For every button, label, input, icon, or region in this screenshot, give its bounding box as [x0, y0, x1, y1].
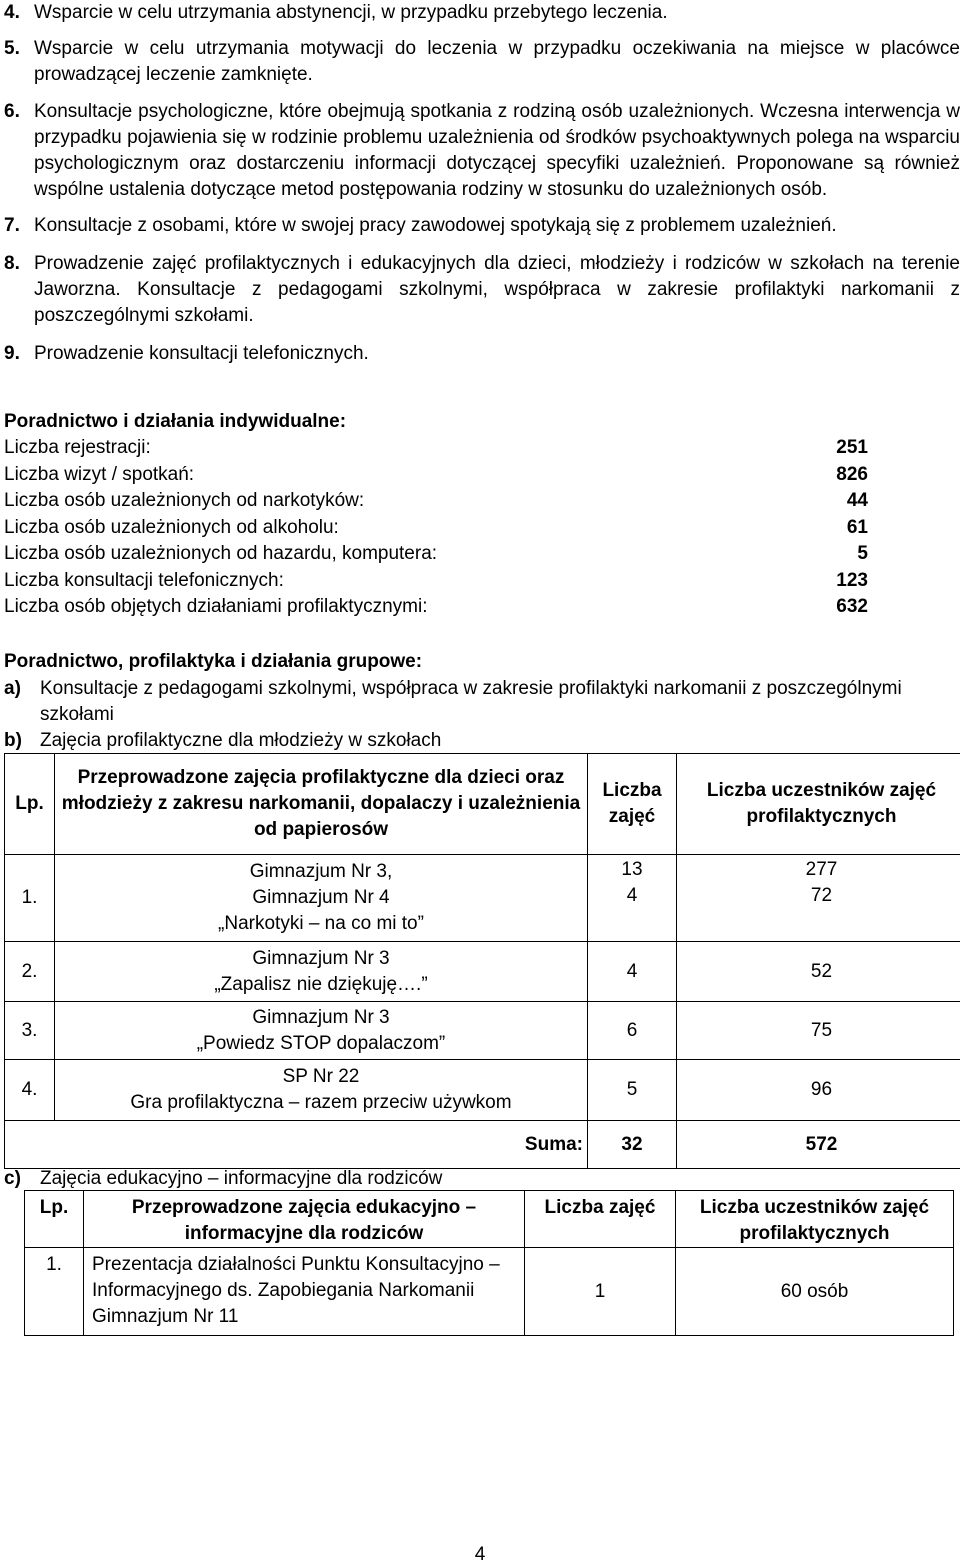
list-item: [4, 36, 960, 88]
title-line: Gra profilaktyczna – razem przeciw używkom: [55, 1090, 587, 1116]
stat-row: [4, 541, 960, 568]
title-line: „Powiedz STOP dopalaczom”: [55, 1031, 587, 1057]
stat-value: 826: [836, 462, 868, 488]
item-number: 4.: [4, 0, 20, 26]
stat-label: Liczba osób uzależnionych od narkotyków:: [4, 490, 364, 511]
cell-lp: 4.: [5, 1060, 55, 1121]
item-number: 9.: [4, 341, 20, 367]
title-line: Gimnazjum Nr 3: [55, 1005, 587, 1031]
stat-label: Liczba rejestracji:: [4, 437, 151, 458]
title-line: Gimnazjum Nr 4: [55, 885, 587, 911]
group-section: [4, 649, 960, 754]
cell-title: [55, 855, 588, 942]
sub-item-c: [4, 1166, 960, 1192]
table-row: [5, 1060, 960, 1121]
participants-value: 277: [677, 857, 960, 883]
table-header-row: [25, 1191, 954, 1248]
header-count: Liczba zajęć: [525, 1191, 676, 1248]
table-row: [5, 855, 960, 942]
count-value: 4: [588, 883, 676, 909]
table-header-row: [5, 754, 960, 855]
cell-lp: 2.: [5, 942, 55, 1002]
cell-participants: 75: [677, 1002, 960, 1060]
title-line: „Zapalisz nie dziękuję….”: [55, 972, 587, 998]
cell-count: 5: [588, 1060, 677, 1121]
title-line: Gimnazjum Nr 3,: [55, 859, 587, 885]
numbered-list: [4, 0, 960, 367]
title-line: „Narkotyki – na co mi to”: [55, 911, 587, 937]
cell-lp: 1.: [25, 1248, 84, 1336]
sum-label: Suma:: [55, 1121, 588, 1169]
list-item: [4, 99, 960, 203]
stat-row: [4, 435, 960, 462]
header-participants: Liczba uczestników zajęć profilaktycznych: [676, 1191, 954, 1248]
list-item: [4, 341, 960, 367]
list-item: [4, 251, 960, 329]
sub-text: Zajęcia edukacyjno – informacyjne dla rodziców: [40, 1168, 442, 1189]
title-line: SP Nr 22: [55, 1064, 587, 1090]
header-lp: Lp.: [25, 1191, 84, 1248]
sub-letter: c): [4, 1166, 21, 1192]
item-number: 6.: [4, 99, 20, 125]
table-parents: [24, 1190, 954, 1336]
header-title: Przeprowadzone zajęcia edukacyjno – informacyjne dla rodziców: [84, 1191, 525, 1248]
item-text: Prowadzenie konsultacji telefonicznych.: [34, 343, 369, 364]
stat-value: 251: [836, 435, 868, 461]
header-lp: Lp.: [5, 754, 55, 855]
stat-value: 632: [836, 594, 868, 620]
stat-label: Liczba osób uzależnionych od alkoholu:: [4, 517, 339, 538]
cell-empty: [5, 1121, 55, 1169]
stat-row: [4, 488, 960, 515]
sub-item-b: [4, 728, 960, 754]
header-participants: Liczba uczestników zajęć profilaktycznych: [677, 754, 960, 855]
sub-letter: b): [4, 728, 22, 754]
cell-count: 6: [588, 1002, 677, 1060]
item-number: 5.: [4, 36, 20, 62]
stat-label: Liczba konsultacji telefonicznych:: [4, 570, 284, 591]
cell-participants: 96: [677, 1060, 960, 1121]
stat-value: 123: [836, 568, 868, 594]
table-row: [5, 1002, 960, 1060]
cell-participants: 60 osób: [676, 1248, 954, 1336]
sub-letter: a): [4, 676, 21, 702]
table-sum-row: [5, 1121, 960, 1169]
sum-count: 32: [588, 1121, 677, 1169]
section-heading: Poradnictwo i działania indywidualne:: [4, 409, 960, 435]
stat-row: [4, 462, 960, 489]
cell-title: [55, 1060, 588, 1121]
page-number: 4: [0, 1542, 960, 1568]
item-number: 7.: [4, 213, 20, 239]
stat-label: Liczba osób objętych działaniami profilaktycznymi:: [4, 596, 427, 617]
table-workshops: [4, 753, 960, 1169]
cell-participants: [677, 855, 960, 942]
sub-text: Konsultacje z pedagogami szkolnymi, współpraca w zakresie profilaktyki narkomanii z poszczególnymi szkołami: [40, 678, 902, 725]
item-text: Konsultacje z osobami, które w swojej pracy zawodowej spotykają się z problemem uzależnień.: [34, 215, 837, 236]
cell-title: [55, 1002, 588, 1060]
list-item: [4, 0, 960, 26]
cell-lp: 3.: [5, 1002, 55, 1060]
stat-row: [4, 515, 960, 542]
cell-title: [55, 942, 588, 1002]
sub-item-a: [4, 676, 960, 728]
stat-value: 61: [847, 515, 868, 541]
cell-count: [588, 855, 677, 942]
item-number: 8.: [4, 251, 20, 277]
header-count: Liczba zajęć: [588, 754, 677, 855]
item-text: Wsparcie w celu utrzymania motywacji do leczenia w przypadku oczekiwania na miejsce w placówce prowadzącej leczenie zamknięte.: [34, 38, 960, 85]
cell-lp: 1.: [5, 855, 55, 942]
table-row: [25, 1248, 954, 1336]
cell-title: Prezentacja działalności Punktu Konsultacyjno – Informacyjnego ds. Zapobiegania Narkomanii Gimnazjum Nr 11: [84, 1248, 525, 1336]
item-text: Prowadzenie zajęć profilaktycznych i edukacyjnych dla dzieci, młodzieży i rodziców w szkołach na terenie Jaworzna. Konsultacje z pedagogami szkolnymi, współpraca w zakresie profilaktyki narkomanii z poszczególnymi szkołami.: [34, 253, 960, 326]
sub-text: Zajęcia profilaktyczne dla młodzieży w szkołach: [40, 730, 441, 751]
table-row: [5, 942, 960, 1002]
title-line: Gimnazjum Nr 3: [55, 946, 587, 972]
cell-count: 4: [588, 942, 677, 1002]
item-text: Wsparcie w celu utrzymania abstynencji, w przypadku przebytego leczenia.: [34, 2, 668, 23]
stat-value: 5: [857, 541, 868, 567]
item-text: Konsultacje psychologiczne, które obejmują spotkania z rodziną osób uzależnionych. Wczesna interwencja w przypadku pojawienia się w rodzinie problemu uzależnienia od środków psychoaktywnych polega na wsparciu psychologicznym oraz dostarczeniu informacji dotyczącej specyfiki uzależnień. Proponowane są również wspólne ustalenia dotyczące metod postępowania rodziny w stosunku do uzależnionych osób.: [34, 101, 960, 200]
stat-label: Liczba wizyt / spotkań:: [4, 464, 194, 485]
stat-row: [4, 594, 960, 621]
header-title: Przeprowadzone zajęcia profilaktyczne dla dzieci oraz młodzieży z zakresu narkomanii, dopalaczy i uzależnienia od papierosów: [55, 754, 588, 855]
stat-row: [4, 568, 960, 595]
participants-value: 72: [677, 883, 960, 909]
individual-section: [4, 409, 960, 621]
cell-participants: 52: [677, 942, 960, 1002]
list-item: [4, 213, 960, 239]
count-value: 13: [588, 857, 676, 883]
stat-value: 44: [847, 488, 868, 514]
section-heading: Poradnictwo, profilaktyka i działania grupowe:: [4, 649, 960, 675]
stat-label: Liczba osób uzależnionych od hazardu, komputera:: [4, 543, 437, 564]
sum-participants: 572: [677, 1121, 960, 1169]
cell-count: 1: [525, 1248, 676, 1336]
